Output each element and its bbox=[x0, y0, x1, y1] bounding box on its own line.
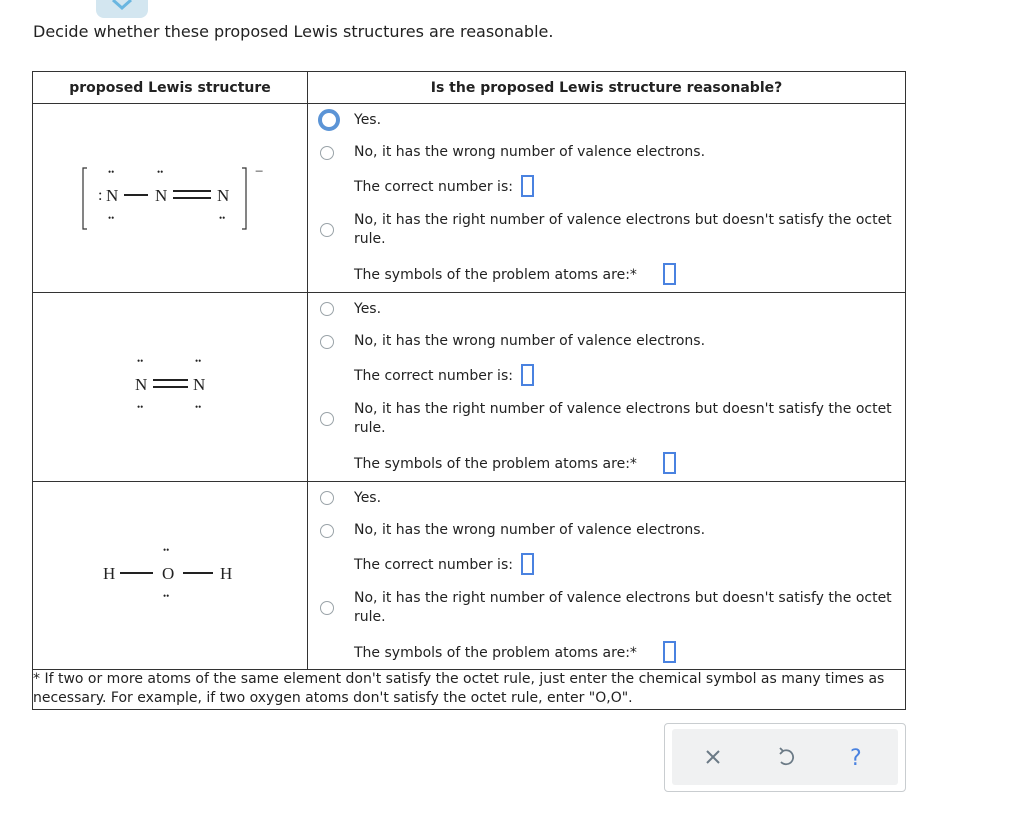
help-icon bbox=[828, 729, 888, 785]
lone-pair: •• bbox=[157, 167, 164, 177]
close-icon bbox=[684, 729, 744, 785]
answer-cell bbox=[308, 293, 906, 482]
option-octet: No, it has the right number of valence electrons but doesn't satisfy the octet rule. bbox=[354, 212, 892, 247]
correct-number-label: The correct number is: bbox=[354, 368, 513, 384]
radio-yes[interactable] bbox=[320, 491, 334, 505]
correct-number-row bbox=[354, 554, 534, 576]
table-row bbox=[33, 482, 906, 670]
atom-n2: N bbox=[193, 375, 206, 394]
problem-atoms-row bbox=[354, 264, 676, 286]
correct-number-input[interactable] bbox=[521, 175, 534, 197]
lone-pair: •• bbox=[108, 167, 115, 177]
radio-wrong-count[interactable] bbox=[320, 146, 334, 160]
option-wrong-count: No, it has the wrong number of valence electrons. bbox=[354, 333, 706, 349]
radio-wrong-count[interactable] bbox=[320, 524, 334, 538]
footnote: * If two or more atoms of the same element don't satisfy the octet rule, just enter the chemical symbol as many times as necessary. For example, if two oxygen atoms don't satisfy the octet rule, enter "O,O". bbox=[33, 670, 906, 710]
lewis-structure-n2 bbox=[33, 293, 308, 482]
lone-pair: •• bbox=[163, 545, 170, 555]
lewis-structure-h2o bbox=[33, 482, 308, 670]
lone-pair: •• bbox=[108, 213, 115, 223]
problem-atoms-input[interactable] bbox=[663, 263, 676, 285]
option-wrong-count: No, it has the wrong number of valence electrons. bbox=[354, 522, 706, 538]
lewis-structure-n3-anion bbox=[33, 104, 308, 293]
option-wrong-count: No, it has the wrong number of valence electrons. bbox=[354, 144, 706, 160]
correct-number-row bbox=[354, 176, 534, 198]
answer-toolbar bbox=[664, 723, 906, 792]
undo-icon bbox=[756, 729, 816, 785]
lone-pair: •• bbox=[137, 402, 144, 412]
svg-text:?: ? bbox=[850, 746, 862, 771]
problem-atoms-input[interactable] bbox=[663, 641, 676, 663]
radio-octet[interactable] bbox=[320, 223, 334, 237]
lone-pair: •• bbox=[195, 356, 202, 366]
option-octet: No, it has the right number of valence electrons but doesn't satisfy the octet rule. bbox=[354, 401, 892, 436]
lone-pair: •• bbox=[163, 591, 170, 601]
option-yes: Yes. bbox=[354, 301, 382, 317]
correct-number-label: The correct number is: bbox=[354, 557, 513, 573]
radio-yes[interactable] bbox=[318, 109, 340, 131]
answer-cell bbox=[308, 104, 906, 293]
problem-atoms-row bbox=[354, 642, 676, 664]
problem-atoms-row bbox=[354, 453, 676, 475]
help-button[interactable] bbox=[828, 729, 888, 785]
problem-atoms-label: The symbols of the problem atoms are:* bbox=[354, 267, 637, 283]
chevron-down-icon bbox=[111, 0, 133, 12]
lone-pair: •• bbox=[195, 402, 202, 412]
table-row bbox=[33, 293, 906, 482]
table-row bbox=[33, 104, 906, 293]
charge-label: − bbox=[255, 164, 264, 180]
atom-o: O bbox=[162, 564, 175, 583]
lone-pair: •• bbox=[137, 356, 144, 366]
column-header-reasonable: Is the proposed Lewis structure reasonable? bbox=[308, 72, 906, 104]
radio-octet[interactable] bbox=[320, 412, 334, 426]
radio-yes[interactable] bbox=[320, 302, 334, 316]
correct-number-input[interactable] bbox=[521, 553, 534, 575]
lewis-structure-table bbox=[32, 71, 906, 710]
problem-atoms-label: The symbols of the problem atoms are:* bbox=[354, 456, 637, 472]
radio-octet[interactable] bbox=[320, 601, 334, 615]
atom-n1: N bbox=[135, 375, 148, 394]
correct-number-row bbox=[354, 365, 534, 387]
lone-pair: •• bbox=[219, 213, 226, 223]
option-octet: No, it has the right number of valence electrons but doesn't satisfy the octet rule. bbox=[354, 590, 892, 625]
answer-cell bbox=[308, 482, 906, 670]
collapse-tab[interactable] bbox=[96, 0, 148, 18]
radio-wrong-count[interactable] bbox=[320, 335, 334, 349]
atom-n3: N bbox=[217, 186, 230, 205]
problem-atoms-label: The symbols of the problem atoms are:* bbox=[354, 645, 637, 661]
toolbar-buttons bbox=[672, 729, 898, 785]
atom-h2: H bbox=[220, 564, 233, 583]
option-yes: Yes. bbox=[354, 112, 382, 128]
column-header-structure: proposed Lewis structure bbox=[33, 72, 308, 104]
lone-pair: : bbox=[98, 187, 103, 204]
atom-h1: H bbox=[103, 564, 116, 583]
clear-button[interactable] bbox=[684, 729, 744, 785]
atom-n2: N bbox=[155, 186, 168, 205]
correct-number-input[interactable] bbox=[521, 364, 534, 386]
atom-n1: N bbox=[106, 186, 119, 205]
problem-atoms-input[interactable] bbox=[663, 452, 676, 474]
option-yes: Yes. bbox=[354, 490, 382, 506]
correct-number-label: The correct number is: bbox=[354, 179, 513, 195]
undo-button[interactable] bbox=[756, 729, 816, 785]
instruction-text: Decide whether these proposed Lewis structures are reasonable. bbox=[33, 22, 554, 41]
